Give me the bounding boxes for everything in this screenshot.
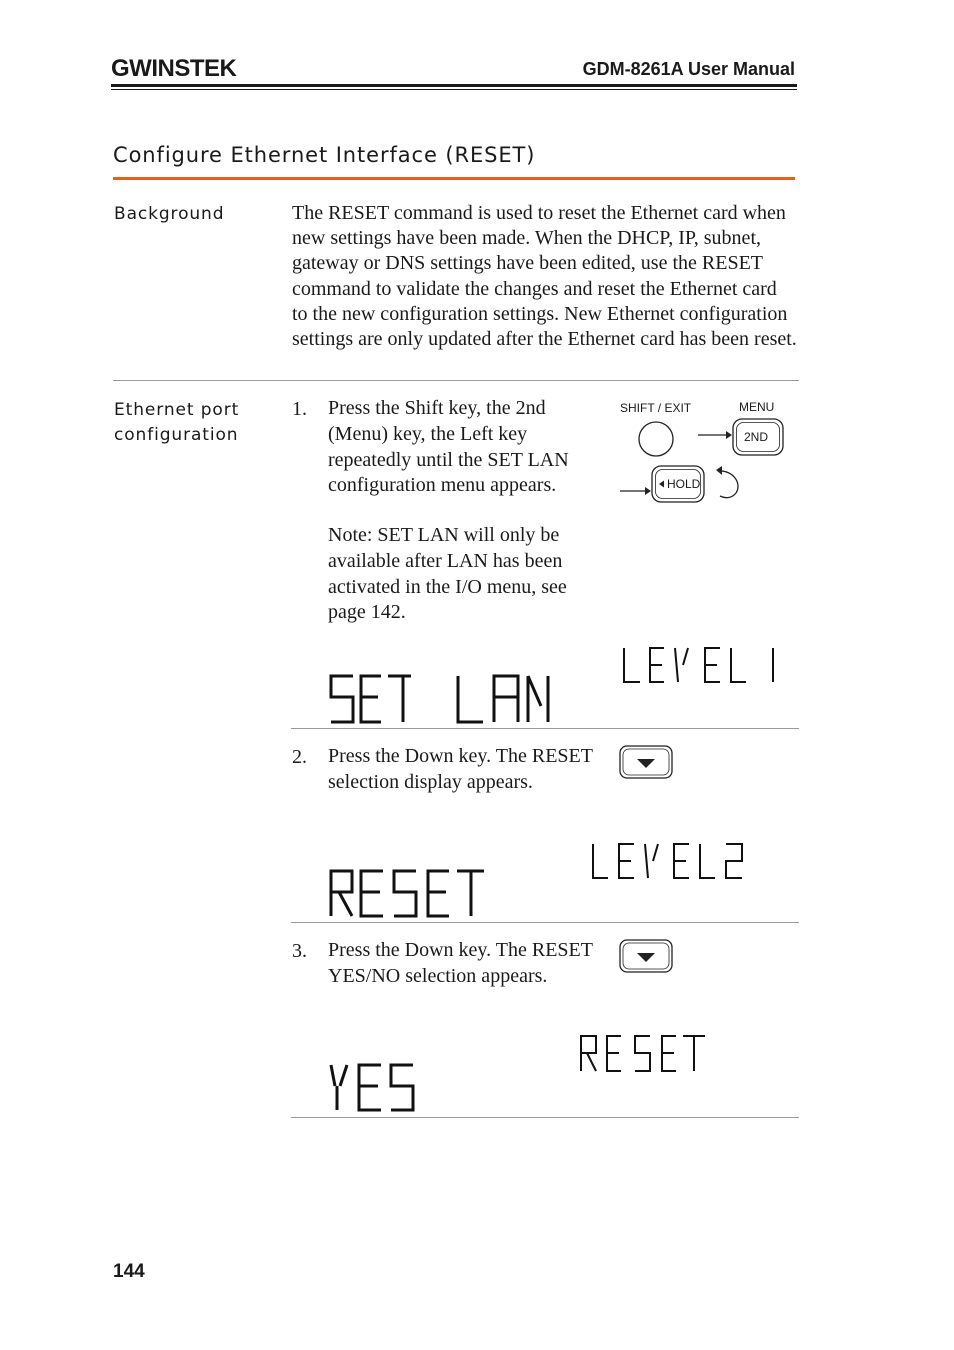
divider xyxy=(291,1117,799,1118)
manual-title: GDM-8261A User Manual xyxy=(582,59,795,79)
step-1-text: Press the Shift key, the 2nd (Menu) key, the Left key repeatedly until the SET LAN configuration menu appears. xyxy=(328,397,569,497)
step-2-number: 2. xyxy=(292,746,307,768)
background-text: The RESET command is used to reset the Ethernet card when new settings have been made. When the DHCP, IP, subnet, gateway or DNS settings have been edited, use the RESET command to validate the changes and reset the Ethernet card to the new configuration settings. New Ethernet configuration settings are only updated after the Ethernet card has been reset. xyxy=(292,202,797,351)
page-number: 144 xyxy=(113,1261,145,1282)
hold-key-label: HOLD xyxy=(667,477,701,491)
menu-label: MENU xyxy=(739,400,775,414)
second-key-label: 2ND xyxy=(744,430,769,444)
step-3-text: Press the Down key. The RESET YES/NO selection appears. xyxy=(328,939,593,987)
step-1-number: 1. xyxy=(292,398,307,420)
step-3-number: 3. xyxy=(292,940,307,962)
config-label-line2: configuration xyxy=(114,425,239,445)
gwinstek-logo: GWINSTEK xyxy=(111,55,237,82)
step-2-text: Press the Down key. The RESET selection display appears. xyxy=(328,745,593,793)
step-1-note: Note: SET LAN will only be available after LAN has been activated in the I/O menu, see page 142. xyxy=(328,524,567,624)
background-label: Background xyxy=(114,204,225,224)
config-label-line1: Ethernet port xyxy=(114,400,240,420)
shift-exit-label: SHIFT / EXIT xyxy=(620,401,692,415)
section-title: Configure Ethernet Interface (RESET) xyxy=(113,143,536,167)
